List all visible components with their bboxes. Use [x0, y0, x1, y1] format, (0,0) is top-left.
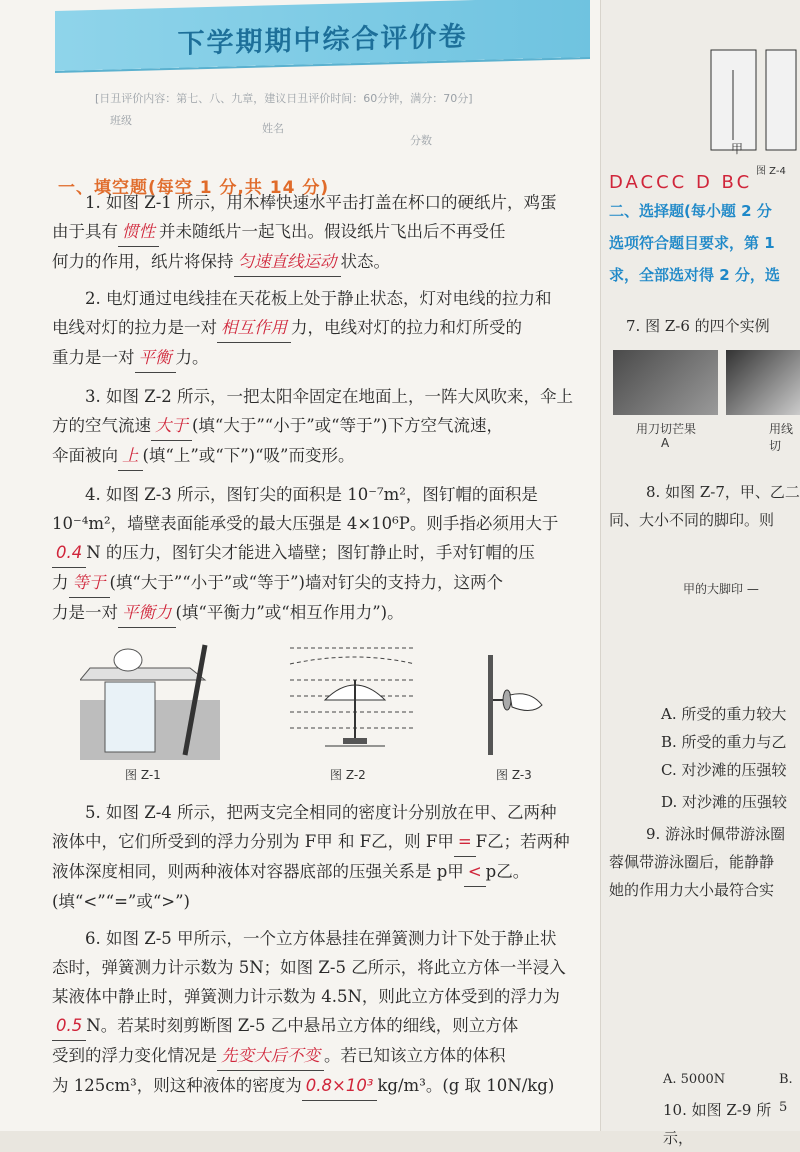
q6-line1: 6. 如图 Z-5 甲所示，一个立方体悬挂在弹簧测力计下处于静止状 — [85, 929, 557, 948]
title-banner — [55, 0, 590, 71]
figure-z2-umbrella — [285, 640, 425, 755]
section-2-title-line1: 二、选择题(每小题 2 分 — [609, 202, 772, 220]
footprint-label: 甲的大脚印 — — [683, 582, 759, 596]
class-label: 班级 — [110, 114, 132, 127]
q2-text: 力。 — [175, 348, 209, 367]
q3-line1: 3. 如图 Z-2 所示，一把太阳伞固定在地面上，一阵大风吹来，伞上 — [85, 387, 574, 406]
caption-z2: 图 Z-2 — [330, 768, 366, 782]
handwritten-answers: DACCC D BC — [609, 172, 753, 193]
q2-text: 重力是一对 — [52, 348, 135, 367]
q8-option-c: C. 对沙滩的压强较 — [661, 761, 787, 779]
caption-z3: 图 Z-3 — [496, 768, 532, 782]
q4-text: (填“大于”“小于”或“等于”)墙对钉尖的支持力，这两个 — [109, 573, 503, 592]
assessment-note: [日丑评价内容：第七、八、九章，建议日丑评价时间：60分钟，满分：70分] — [95, 92, 473, 105]
question-6 — [52, 924, 580, 1101]
q6-answer-2: 先变大后不变 — [217, 1041, 324, 1071]
right-page — [600, 0, 800, 1147]
figure-z1-egg-cup — [80, 640, 220, 760]
q1-answer-2: 匀速直线运动 — [234, 247, 341, 277]
q4-answer-3: 平衡力 — [118, 598, 176, 628]
q5-answer-2: < — [464, 857, 486, 887]
q8-option-b: B. 所受的重力与乙 — [661, 733, 787, 751]
q6-answer-1: 0.5 — [52, 1011, 86, 1041]
score-label: 分数 — [410, 134, 432, 147]
q3-text: 伞面被向 — [52, 446, 118, 465]
right-label-jia: 甲 — [731, 142, 744, 156]
q8-line1: 8. 如图 Z-7，甲、乙二 — [646, 483, 800, 501]
q3-text: (填“大于”“小于”或“等于”)下方空气流速， — [192, 416, 503, 435]
section-fill-in-title: 一、填空题(每空 1 分,共 14 分) — [58, 178, 330, 198]
q6-text: 受到的浮力变化情况是 — [52, 1046, 217, 1065]
q2-answer-1: 相互作用 — [217, 313, 291, 343]
q1-text: 状态。 — [340, 252, 390, 271]
q5-text: F乙；若两种 — [475, 832, 570, 851]
q5-answer-1: = — [454, 827, 476, 857]
q8-option-d: D. 对沙滩的压强较 — [661, 793, 788, 811]
q6-text: 为 125cm³，则这种液体的密度为 — [52, 1076, 302, 1095]
photo-b-caption: 用线切 — [769, 422, 794, 453]
section-2-title-line3: 求，全部选对得 2 分，选 — [609, 266, 780, 284]
q1-text: 并未随纸片一起飞出。假设纸片飞出后不再受任 — [159, 222, 506, 241]
q4-text: 力是一对 — [52, 603, 118, 622]
q2-text: 力，电线对灯的拉力和灯所受的 — [291, 318, 522, 337]
q3-text: 方的空气流速 — [52, 416, 151, 435]
section-2-title-line2: 选项符合题目要求，第 1 — [609, 234, 775, 252]
q7-stem: 7. 图 Z-6 的四个实例 — [626, 317, 770, 335]
q2-text: 电线对灯的拉力是一对 — [52, 318, 217, 337]
q9-line2: 蓉佩带游泳圈后，能静静 — [609, 853, 775, 871]
q5-hint: (填“<”“=”或“>”) — [52, 892, 190, 911]
name-label: 姓名 — [262, 122, 284, 135]
q5-text: p乙。 — [485, 862, 530, 881]
q2-answer-2: 平衡 — [135, 343, 176, 373]
q4-text: (填“平衡力”或“相互作用力”)。 — [175, 603, 404, 622]
question-2 — [52, 284, 580, 373]
figure-z4-hydrometer — [706, 40, 800, 160]
question-3 — [52, 382, 580, 471]
caption-z1: 图 Z-1 — [125, 768, 161, 782]
q9-option-a: A. 5000N — [663, 1072, 726, 1087]
photo-cutting-mango — [613, 350, 718, 415]
q4-line2: 10⁻⁴m²，墙壁表面能承受的最大压强是 4×10⁶P。则手指必须用大于 — [52, 514, 559, 533]
question-5 — [52, 798, 580, 916]
question-1 — [52, 188, 580, 277]
q1-text: 由于具有 — [52, 222, 118, 241]
photo-a-caption: 用刀切芒果 — [636, 422, 697, 436]
q10-stem: 10. 如图 Z-9 所示， — [663, 1101, 772, 1147]
q3-answer-2: 上 — [118, 441, 143, 471]
q4-text: 力 — [52, 573, 69, 592]
q9-line3: 她的作用力大小最符合实 — [609, 881, 775, 899]
q4-text: N 的压力，图钉尖才能进入墙壁；图钉静止时，手对钉帽的压 — [86, 543, 535, 562]
q3-text: (填“上”或“下”)“吸”而变形。 — [142, 446, 355, 465]
page-title: 下学期期中综合评价卷 — [177, 21, 468, 60]
q4-answer-1: 0.4 — [52, 538, 86, 568]
q6-text: N。若某时刻剪断图 Z-5 乙中悬吊立方体的细线，则立方体 — [86, 1016, 519, 1035]
q1-answer-1: 惯性 — [118, 217, 159, 247]
q9-option-b: B. 5 — [779, 1072, 793, 1115]
question-4 — [52, 480, 580, 628]
q6-answer-3: 0.8×10³ — [302, 1071, 378, 1101]
q6-text: 。若已知该立方体的体积 — [324, 1046, 506, 1065]
photo-thread-cutting — [726, 350, 800, 415]
q8-option-a: A. 所受的重力较大 — [661, 705, 787, 723]
q6-line2: 态时，弹簧测力计示数为 5N；如图 Z-5 乙所示，将此立方体一半浸入 — [52, 958, 566, 977]
q5-text: 液体中，它们所受到的浮力分别为 F甲 和 F乙，则 F甲 — [52, 832, 454, 851]
q6-line3: 某液体中静止时，弹簧测力计示数为 4.5N，则此立方体受到的浮力为 — [52, 987, 560, 1006]
q1-line1: 1. 如图 Z-1 所示，用木棒快速水平击打盖在杯口的硬纸片，鸡蛋 — [85, 193, 557, 212]
q6-text: kg/m³。(g 取 10N/kg) — [377, 1076, 555, 1095]
q5-line1: 5. 如图 Z-4 所示，把两支完全相同的密度计分别放在甲、乙两种 — [85, 803, 557, 822]
figure-z3-thumbtack — [480, 655, 550, 755]
q8-line2: 同、大小不同的脚印。则 — [609, 511, 775, 529]
q1-text: 何力的作用，纸片将保持 — [52, 252, 234, 271]
q9-line1: 9. 游泳时佩带游泳圈 — [646, 825, 786, 843]
q4-answer-2: 等于 — [69, 568, 110, 598]
photo-a-letter: A — [661, 436, 670, 450]
q2-line1: 2. 电灯通过电线挂在天花板上处于静止状态，灯对电线的拉力和 — [85, 289, 552, 308]
q3-answer-1: 大于 — [151, 411, 192, 441]
caption-z4: 图 Z-4 — [756, 166, 786, 177]
q4-line1: 4. 如图 Z-3 所示，图钉尖的面积是 10⁻⁷m²，图钉帽的面积是 — [85, 485, 538, 504]
q5-text: 液体深度相同，则两种液体对容器底部的压强关系是 p甲 — [52, 862, 464, 881]
